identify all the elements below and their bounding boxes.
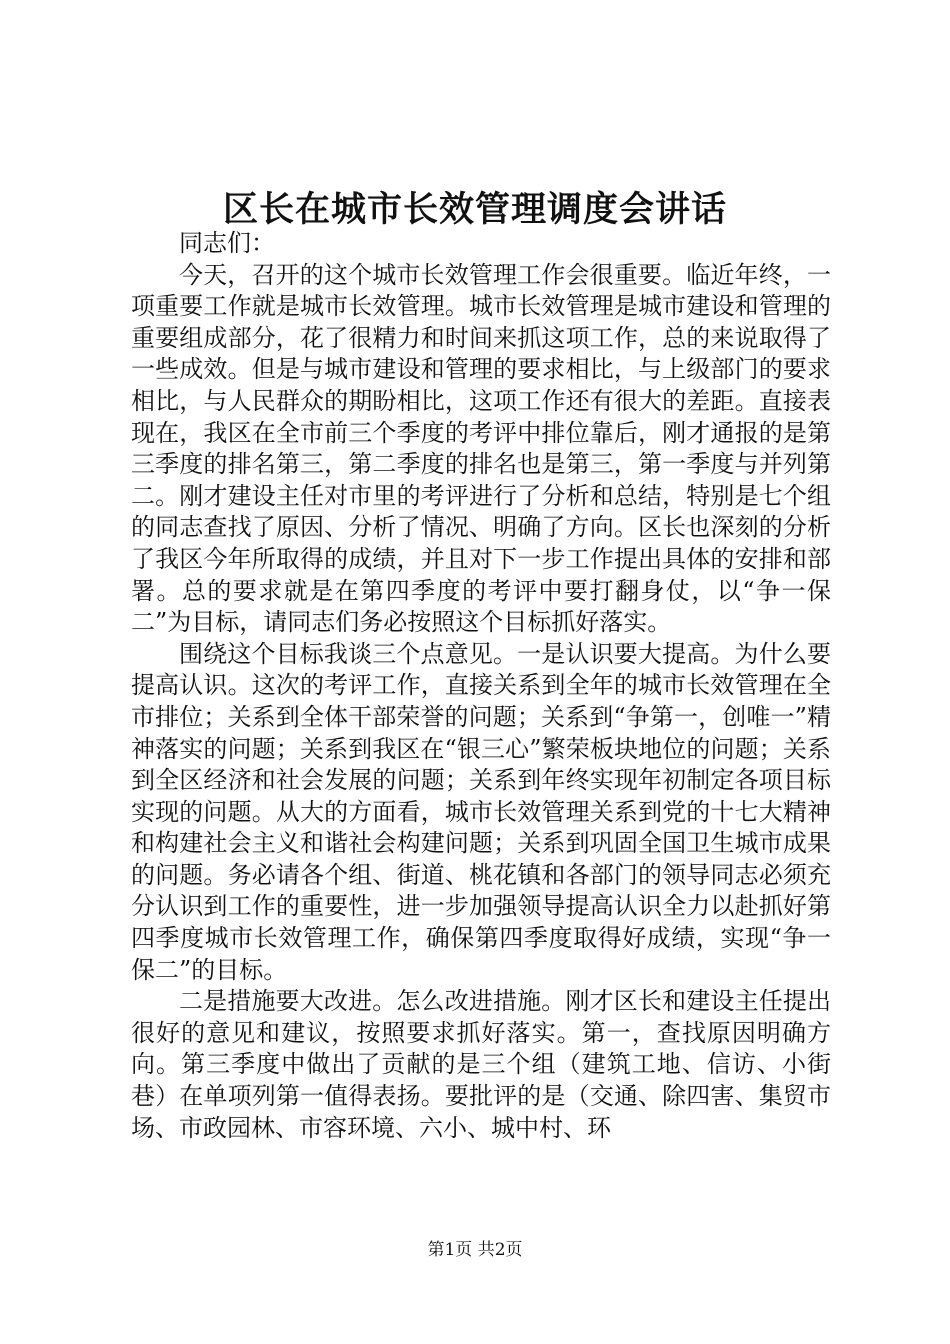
paragraph-2: 围绕这个目标我谈三个点意见。一是认识要大提高。为什么要提高认识。这次的考评工作，直接关系到全年的城市长效管理在全市排位；关系到全体干部荣誉的问题；关系到“争第一，创唯一”精神落实的问题；关系到我区在“银三心”繁荣板块地位的问题；关系到全区经济和社会发展的问题；关系到年终实现年初制定各项目标实现的问题。从大的方面看，城市长效管理关系到党的十七大精神和构建社会主义和谐社会构建问题；关系到巩固全国卫生城市成果的问题。务必请各个组、街道、桃花镇和各部门的领导同志必须充分认识到工作的重要性，进一步加强领导提高认识全力以赴抓好第四季度城市长效管理工作，确保第四季度取得好成绩，实现“争一保二”的目标。 (131, 639, 831, 984)
document-title: 区长在城市长效管理调度会讲话 (222, 189, 727, 230)
paragraph-3: 二是措施要大改进。怎么改进措施。刚才区长和建设主任提出很好的意见和建议，按照要求抓好落实。第一，查找原因明确方向。第三季度中做出了贡献的是三个组（建筑工地、信访、小街巷）在单项列第一值得表扬。要批评的是（交通、除四害、集贸市场、市政园林、市容环境、六小、城中村、环 (131, 987, 831, 1142)
salutation: 同志们： (179, 229, 275, 257)
document-body (131, 228, 831, 1144)
page-number-footer: 第1页 共2页 (427, 1240, 523, 1260)
paragraph-1: 今天，召开的这个城市长效管理工作会很重要。临近年终，一项重要工作就是城市长效管理。城市长效管理是城市建设和管理的重要组成部分，花了很精力和时间来抓这项工作，总的来说取得了一些成效。但是与城市建设和管理的要求相比，与上级部门的要求相比，与人民群众的期盼相比，这项工作还有很大的差距。直接表现在，我区在全市前三个季度的考评中排位靠后，刚才通报的是第三季度的排名第三，第二季度的排名也是第三，第一季度与并列第二。刚才建设主任对市里的考评进行了分析和总结，特别是七个组的同志查找了原因、分析了情况、明确了方向。区长也深刻的分析了我区今年所取得的成绩，并且对下一步工作提出具体的安排和部署。总的要求就是在第四季度的考评中要打翻身仗，以“争一保二”为目标，请同志们务必按照这个目标抓好落实。 (131, 260, 831, 637)
